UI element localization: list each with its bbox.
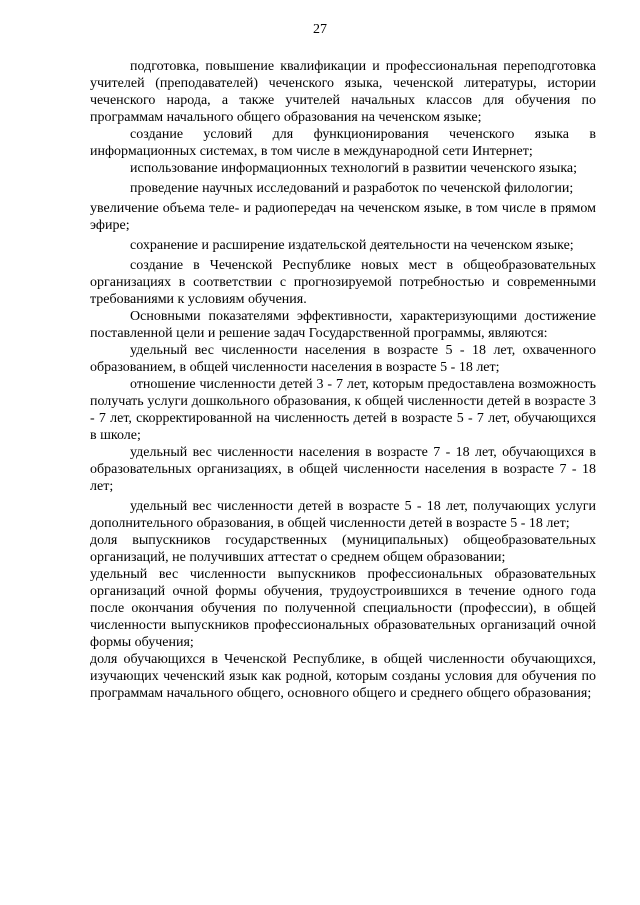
paragraph-2: создание условий для функционирования чеченского языка в информационных системах, в том числе в международной сети Интернет; [90,127,596,159]
paragraph-8: Основными показателями эффективности, характеризующими достижение поставленной цели и решение задач Государственной программы, являются: [90,309,596,341]
paragraph-9: удельный вес численности населения в возрасте 5 - 18 лет, охваченного образованием, в общей численности населения в возрасте 5 - 18 лет; [90,343,596,375]
paragraph-1: подготовка, повышение квалификации и профессиональная переподготовка учителей (преподавателей) чеченского языка, чеченской литературы, истории чеченского народа, а также учителей начальных классов для обучения по программам начального общего образования на чеченском языке; [90,59,596,125]
paragraph-5: увеличение объема теле- и радиопередач на чеченском языке, в том числе в прямом эфире; [90,201,596,233]
paragraph-11: удельный вес численности населения в возрасте 7 - 18 лет, обучающихся в образовательных организациях, в общей численности населения в возрасте 7 - 18 лет; [90,445,596,494]
document-body [90,58,596,702]
paragraph-4: проведение научных исследований и разработок по чеченской филологии; [130,181,574,196]
paragraph-12: удельный вес численности детей в возрасте 5 - 18 лет, получающих услуги дополнительного образования, в общей численности детей в возрасте 5 - 18 лет; [90,499,596,531]
paragraph-15: доля обучающихся в Чеченской Республике, в общей численности обучающихся, изучающих чеченский язык как родной, которым созданы условия для обучения по программам начального общего, основного общего и среднего общего образования; [90,652,596,701]
paragraph-10: отношение численности детей 3 - 7 лет, которым предоставлена возможность получать услуги дошкольного образования, к общей численности детей в возрасте 3 - 7 лет, скорректированной на численность детей в возрасте 5 - 7 лет, обучающихся в школе; [90,377,596,443]
paragraph-14: удельный вес численности выпускников профессиональных образовательных организаций очной формы обучения, трудоустроившихся в течение одного года после окончания обучения по полученной специальности (профессии), в общей численности выпускников профессиональных образовательных организаций очной формы обучения; [90,567,596,650]
paragraph-7: создание в Чеченской Республике новых мест в общеобразовательных организациях в соответствии с прогнозируемой потребностью и современными требованиями к условиям обучения. [90,258,596,307]
page-number: 27 [313,22,327,37]
paragraph-6: сохранение и расширение издательской деятельности на чеченском языке; [130,238,574,253]
paragraph-13: доля выпускников государственных (муниципальных) общеобразовательных организаций, не получивших аттестат о среднем общем образовании; [90,533,596,565]
paragraph-3: использование информационных технологий в развитии чеченского языка; [130,161,578,176]
